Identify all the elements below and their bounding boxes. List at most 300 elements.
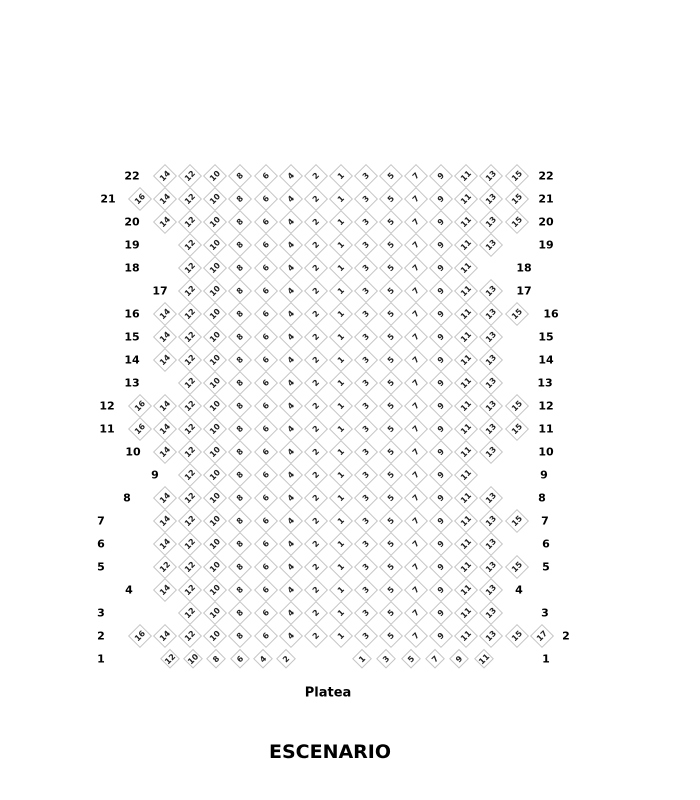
seat-number: 6 xyxy=(260,446,271,458)
seat-number: 10 xyxy=(208,467,223,483)
seat-number: 1 xyxy=(335,446,346,458)
seat-number: 10 xyxy=(208,214,223,230)
row-label-right: 13 xyxy=(537,376,553,390)
seat-number: 7 xyxy=(410,239,422,251)
seat-number: 16 xyxy=(132,398,148,414)
row-label-right: 10 xyxy=(538,445,554,459)
seat-number: 12 xyxy=(183,490,198,506)
row-label-right: 1 xyxy=(542,652,550,666)
seat-number: 9 xyxy=(436,607,447,619)
row-label-right: 22 xyxy=(538,169,554,183)
seat-number: 15 xyxy=(509,214,524,230)
seat-number: 10 xyxy=(208,559,223,575)
seat-number: 8 xyxy=(235,400,246,412)
seat-number: 5 xyxy=(385,607,397,619)
seat-number: 8 xyxy=(235,216,246,228)
seat-number: 11 xyxy=(459,375,474,391)
seat-number: 4 xyxy=(285,561,296,573)
seat-number: 6 xyxy=(260,239,271,251)
seat-number: 8 xyxy=(235,446,246,458)
seat-number: 1 xyxy=(335,607,346,619)
seat-number: 3 xyxy=(360,331,372,343)
seat-number: 9 xyxy=(436,354,447,366)
seat-number: 7 xyxy=(410,193,422,205)
seat-number: 10 xyxy=(208,329,223,345)
seat-number: 15 xyxy=(509,398,524,414)
seat-number: 3 xyxy=(360,262,372,274)
seat-number: 8 xyxy=(211,653,222,665)
seat-number: 5 xyxy=(385,285,397,297)
seat-number: 8 xyxy=(235,469,246,481)
seat-number: 11 xyxy=(459,490,474,506)
seat-number: 14 xyxy=(157,513,173,529)
seat-number: 11 xyxy=(459,582,474,598)
row-label-left: 14 xyxy=(124,353,140,367)
seat-number: 8 xyxy=(235,377,246,389)
seat-number: 12 xyxy=(162,651,178,667)
seat-number: 9 xyxy=(454,653,465,665)
seat-number: 12 xyxy=(183,467,198,483)
seat-number: 1 xyxy=(335,515,346,527)
seat-number: 2 xyxy=(310,584,321,596)
seat-number: 10 xyxy=(208,536,223,552)
seat-number: 11 xyxy=(459,260,474,276)
seat-number: 7 xyxy=(410,515,422,527)
seat-number: 4 xyxy=(285,607,296,619)
seat-number: 8 xyxy=(235,584,246,596)
seat-number: 5 xyxy=(385,469,397,481)
seat-number: 11 xyxy=(459,191,474,207)
seat-number: 6 xyxy=(260,630,271,642)
seat-number: 8 xyxy=(235,492,246,504)
seat-number: 7 xyxy=(410,561,422,573)
seat-number: 13 xyxy=(484,283,499,299)
row-label-left: 22 xyxy=(124,169,140,183)
seat-number: 4 xyxy=(285,515,296,527)
seat-number: 15 xyxy=(509,306,524,322)
seat-number: 17 xyxy=(534,628,549,644)
seat[interactable] xyxy=(232,652,246,666)
seat-number: 2 xyxy=(310,239,321,251)
seat-number: 3 xyxy=(360,630,372,642)
seat-number: 6 xyxy=(260,193,271,205)
row-label-right: 11 xyxy=(538,422,554,436)
seat-number: 4 xyxy=(285,285,296,297)
row-label-right: 3 xyxy=(541,606,549,620)
seat-number: 5 xyxy=(385,170,397,182)
seat-number: 5 xyxy=(385,446,397,458)
seat-number: 5 xyxy=(385,630,397,642)
seat-number: 5 xyxy=(385,216,397,228)
seat-number: 11 xyxy=(459,536,474,552)
seat-number: 1 xyxy=(356,653,368,665)
seat-number: 13 xyxy=(484,490,499,506)
seat-number: 5 xyxy=(385,308,397,320)
row-label-right: 14 xyxy=(538,353,554,367)
seat-number: 2 xyxy=(310,538,321,550)
seat-number: 4 xyxy=(285,492,296,504)
seat-number: 5 xyxy=(385,262,397,274)
row-label-right: 8 xyxy=(538,491,546,505)
row-label-left: 2 xyxy=(97,629,105,643)
seat-number: 12 xyxy=(183,582,198,598)
seat-number: 2 xyxy=(310,492,321,504)
seat-number: 6 xyxy=(260,354,271,366)
seat-number: 2 xyxy=(310,308,321,320)
seat-number: 6 xyxy=(260,377,271,389)
seat-number: 10 xyxy=(208,513,223,529)
seat-number: 1 xyxy=(335,170,346,182)
seat-number: 5 xyxy=(385,377,397,389)
seat-number: 9 xyxy=(436,469,447,481)
row-label-right: 19 xyxy=(538,238,554,252)
seat-number: 8 xyxy=(235,308,246,320)
seat-number: 15 xyxy=(509,559,524,575)
seat-number: 14 xyxy=(157,168,173,184)
seat[interactable] xyxy=(533,628,550,645)
seat-number: 6 xyxy=(234,653,245,665)
seat-number: 13 xyxy=(484,398,499,414)
seat-number: 8 xyxy=(235,193,246,205)
row-label-left: 1 xyxy=(97,652,105,666)
row-label-left: 3 xyxy=(97,606,105,620)
seat-number: 1 xyxy=(335,469,346,481)
seat[interactable] xyxy=(508,421,525,438)
seat-number: 1 xyxy=(335,216,346,228)
seat[interactable] xyxy=(279,652,293,666)
seat-number: 2 xyxy=(310,331,321,343)
row-label-left: 9 xyxy=(151,468,159,482)
row-label-left: 7 xyxy=(97,514,105,528)
seat-number: 1 xyxy=(335,538,346,550)
seat-number: 10 xyxy=(208,237,223,253)
seat[interactable] xyxy=(403,652,417,666)
row-label-right: 7 xyxy=(541,514,549,528)
seat-number: 7 xyxy=(410,492,422,504)
seat-number: 8 xyxy=(235,331,246,343)
seat-number: 9 xyxy=(436,285,447,297)
row-label-right: 12 xyxy=(538,399,554,413)
seat-number: 3 xyxy=(360,308,372,320)
seat-number: 3 xyxy=(360,584,372,596)
seat-number: 4 xyxy=(285,423,296,435)
seat-number: 8 xyxy=(235,630,246,642)
seat-number: 6 xyxy=(260,561,271,573)
seat-number: 13 xyxy=(484,513,499,529)
seat-number: 5 xyxy=(405,653,416,665)
seat-number: 9 xyxy=(436,239,447,251)
seat-number: 3 xyxy=(360,515,372,527)
seat-number: 15 xyxy=(509,191,524,207)
seat-number: 1 xyxy=(335,308,346,320)
seat-number: 7 xyxy=(410,331,422,343)
seat-number: 6 xyxy=(260,331,271,343)
row-label-left: 19 xyxy=(124,238,140,252)
seat-number: 7 xyxy=(410,469,422,481)
seat-number: 11 xyxy=(459,421,474,437)
seat-number: 2 xyxy=(310,469,321,481)
seat-number: 13 xyxy=(484,214,499,230)
seat-number: 12 xyxy=(183,168,198,184)
seat-number: 5 xyxy=(385,331,397,343)
seat-number: 10 xyxy=(208,490,223,506)
seat-number: 13 xyxy=(484,559,499,575)
seat-number: 1 xyxy=(335,377,346,389)
stage-label: ESCENARIO xyxy=(268,741,392,763)
seat-number: 14 xyxy=(157,306,173,322)
seat-number: 11 xyxy=(459,306,474,322)
seat-number: 8 xyxy=(235,561,246,573)
seat-number: 3 xyxy=(360,492,372,504)
seat-number: 9 xyxy=(436,216,447,228)
row-label-left: 17 xyxy=(152,284,168,298)
seat-number: 14 xyxy=(157,352,173,368)
row-label-left: 18 xyxy=(124,261,140,275)
seat-number: 1 xyxy=(335,400,346,412)
seat[interactable] xyxy=(379,652,393,666)
row-label-left: 4 xyxy=(125,583,133,597)
seat-number: 1 xyxy=(335,561,346,573)
seat-number: 2 xyxy=(310,354,321,366)
seat-number: 10 xyxy=(208,260,223,276)
row-label-left: 10 xyxy=(125,445,141,459)
seat-number: 14 xyxy=(157,628,173,644)
seat-number: 3 xyxy=(381,653,392,665)
seat-number: 5 xyxy=(385,515,397,527)
row-label-right: 2 xyxy=(562,629,570,643)
seat[interactable] xyxy=(508,214,525,231)
seat-number: 8 xyxy=(235,515,246,527)
seat-number: 3 xyxy=(360,561,372,573)
seat-number: 6 xyxy=(260,538,271,550)
seat-number: 13 xyxy=(484,329,499,345)
seat-number: 14 xyxy=(157,536,173,552)
seat-number: 10 xyxy=(208,421,223,437)
seat-number: 10 xyxy=(208,352,223,368)
seat-number: 2 xyxy=(310,400,321,412)
seat-number: 12 xyxy=(183,421,198,437)
row-label-right: 6 xyxy=(542,537,550,551)
seat-number: 14 xyxy=(157,329,173,345)
seat-number: 4 xyxy=(285,630,296,642)
seat-number: 11 xyxy=(459,168,474,184)
seat-number: 8 xyxy=(235,239,246,251)
seat-number: 12 xyxy=(183,513,198,529)
seat-number: 5 xyxy=(385,584,397,596)
seat-number: 3 xyxy=(360,216,372,228)
row-label-left: 15 xyxy=(124,330,140,344)
seat[interactable] xyxy=(428,652,442,666)
seat-number: 1 xyxy=(335,492,346,504)
seat-number: 7 xyxy=(410,630,422,642)
seat[interactable] xyxy=(209,652,223,666)
seat-number: 10 xyxy=(208,605,223,621)
seat-number: 12 xyxy=(183,536,198,552)
seat-number: 12 xyxy=(183,283,198,299)
seat-number: 2 xyxy=(310,630,321,642)
seat[interactable] xyxy=(483,237,500,254)
seat-number: 13 xyxy=(484,237,499,253)
seat-number: 4 xyxy=(285,446,296,458)
seat-number: 1 xyxy=(335,331,346,343)
seat-number: 3 xyxy=(360,423,372,435)
seat-number: 8 xyxy=(235,607,246,619)
seat-number: 8 xyxy=(235,538,246,550)
seat-number: 4 xyxy=(285,354,296,366)
seat-number: 11 xyxy=(459,467,474,483)
seat-number: 7 xyxy=(429,653,441,665)
seat-number: 9 xyxy=(436,630,447,642)
seat-number: 6 xyxy=(260,492,271,504)
seat-number: 4 xyxy=(285,584,296,596)
seat-number: 2 xyxy=(310,285,321,297)
seat-number: 3 xyxy=(360,538,372,550)
seat-number: 1 xyxy=(335,193,346,205)
seat-number: 9 xyxy=(436,515,447,527)
seat-number: 7 xyxy=(410,262,422,274)
seat-number: 3 xyxy=(360,400,372,412)
seat-number: 5 xyxy=(385,538,397,550)
seat[interactable] xyxy=(355,652,369,666)
seat-number: 3 xyxy=(360,469,372,481)
seat-number: 3 xyxy=(360,446,372,458)
seat[interactable] xyxy=(476,652,490,666)
seat-number: 2 xyxy=(310,377,321,389)
seat-number: 2 xyxy=(310,170,321,182)
seat-number: 9 xyxy=(436,377,447,389)
seat-number: 1 xyxy=(335,630,346,642)
seat-number: 14 xyxy=(157,421,173,437)
seat-number: 9 xyxy=(436,331,447,343)
seat[interactable] xyxy=(483,444,500,461)
seat[interactable] xyxy=(508,513,525,530)
seat-number: 7 xyxy=(410,354,422,366)
row-label-right: 18 xyxy=(516,261,532,275)
seat-number: 7 xyxy=(410,538,422,550)
seat-number: 12 xyxy=(157,559,173,575)
section-label: Platea xyxy=(304,685,352,701)
seat-number: 4 xyxy=(285,377,296,389)
seat-number: 6 xyxy=(260,584,271,596)
seat-number: 16 xyxy=(132,421,148,437)
seat-number: 7 xyxy=(410,423,422,435)
seat[interactable] xyxy=(508,559,525,576)
seat-number: 11 xyxy=(459,628,474,644)
seat-number: 4 xyxy=(285,262,296,274)
seat-number: 11 xyxy=(459,283,474,299)
seat-number: 14 xyxy=(157,490,173,506)
seat-number: 14 xyxy=(157,214,173,230)
seat-number: 7 xyxy=(410,170,422,182)
seat-number: 10 xyxy=(208,283,223,299)
seat-number: 10 xyxy=(208,191,223,207)
seat-number: 11 xyxy=(459,559,474,575)
seat-number: 12 xyxy=(183,214,198,230)
seat-number: 3 xyxy=(360,285,372,297)
seat-number: 12 xyxy=(183,237,198,253)
seat-number: 2 xyxy=(310,193,321,205)
seat-number: 3 xyxy=(360,607,372,619)
seat-number: 6 xyxy=(260,607,271,619)
seat-number: 4 xyxy=(285,400,296,412)
seat-number: 12 xyxy=(183,605,198,621)
seat-number: 9 xyxy=(436,561,447,573)
seat-number: 11 xyxy=(459,214,474,230)
row-label-right: 9 xyxy=(540,468,548,482)
seat-number: 11 xyxy=(459,444,474,460)
seat-number: 3 xyxy=(360,377,372,389)
seat-number: 4 xyxy=(285,216,296,228)
seat[interactable] xyxy=(452,652,466,666)
seat-number: 4 xyxy=(285,308,296,320)
seat-number: 4 xyxy=(285,239,296,251)
seat-number: 6 xyxy=(260,469,271,481)
seat-number: 4 xyxy=(257,653,268,665)
row-label-right: 4 xyxy=(515,583,523,597)
seat-number: 1 xyxy=(335,285,346,297)
seat-number: 5 xyxy=(385,561,397,573)
seat-number: 10 xyxy=(208,444,223,460)
seat-number: 6 xyxy=(260,216,271,228)
seat-number: 2 xyxy=(310,216,321,228)
seat-number: 4 xyxy=(285,170,296,182)
row-label-left: 8 xyxy=(123,491,131,505)
seat-number: 9 xyxy=(436,538,447,550)
seat-number: 8 xyxy=(235,423,246,435)
row-label-right: 5 xyxy=(542,560,550,574)
seat-number: 8 xyxy=(235,170,246,182)
seat-number: 5 xyxy=(385,492,397,504)
seat-number: 9 xyxy=(436,308,447,320)
seat-number: 16 xyxy=(132,191,148,207)
seat-number: 10 xyxy=(208,306,223,322)
seat-number: 5 xyxy=(385,354,397,366)
row-label-right: 17 xyxy=(516,284,532,298)
seat-number: 7 xyxy=(410,607,422,619)
seat-number: 12 xyxy=(183,306,198,322)
seat-number: 13 xyxy=(484,536,499,552)
seat-number: 12 xyxy=(183,260,198,276)
seat-number: 5 xyxy=(385,400,397,412)
seat-number: 7 xyxy=(410,584,422,596)
seat-number: 13 xyxy=(484,191,499,207)
seat-number: 11 xyxy=(459,513,474,529)
seat-number: 10 xyxy=(208,168,223,184)
seat-number: 4 xyxy=(285,331,296,343)
row-label-right: 20 xyxy=(538,215,554,229)
seat-number: 6 xyxy=(260,170,271,182)
seat-number: 1 xyxy=(335,354,346,366)
seat-number: 9 xyxy=(436,170,447,182)
seat-number: 13 xyxy=(484,582,499,598)
seat-number: 12 xyxy=(183,559,198,575)
seat[interactable] xyxy=(508,306,525,323)
seat-number: 3 xyxy=(360,170,372,182)
row-label-right: 15 xyxy=(538,330,554,344)
seat-number: 12 xyxy=(183,375,198,391)
seat-number: 5 xyxy=(385,193,397,205)
seat-number: 15 xyxy=(509,513,524,529)
seat-number: 13 xyxy=(484,375,499,391)
seat-number: 4 xyxy=(285,193,296,205)
seat-number: 13 xyxy=(484,444,499,460)
seat-number: 14 xyxy=(157,398,173,414)
row-label-left: 11 xyxy=(99,422,115,436)
seat-number: 6 xyxy=(260,285,271,297)
seat-number: 3 xyxy=(360,193,372,205)
row-label-left: 21 xyxy=(100,192,116,206)
seat-number: 11 xyxy=(459,398,474,414)
